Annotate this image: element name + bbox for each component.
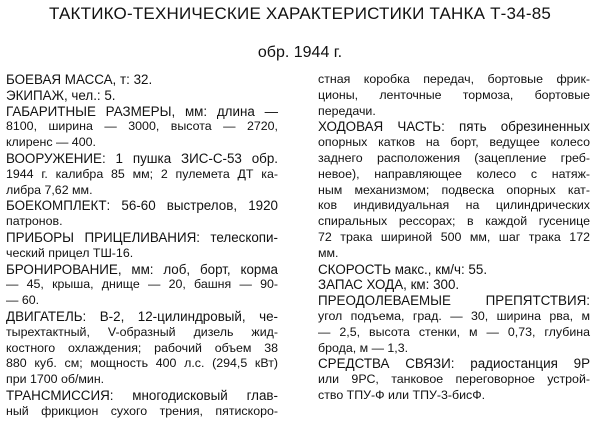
text-line: заднего расположения (зацепление греб- [318, 150, 590, 165]
text-line: передачи. [318, 103, 376, 118]
text-line: — 2,5, высота стенки, м — 0,73, глубина [318, 324, 590, 339]
page-subtitle: обр. 1944 г. [257, 44, 343, 61]
text-line: 1944 г. калибра 85 мм; 2 пулемета ДТ ка- [6, 166, 278, 181]
text-line: ПРИБОРЫ ПРИЦЕЛИВАНИЯ: телескопи- [6, 229, 278, 245]
text-line: ПРЕОДОЛЕВАЕМЫЕ ПРЕПЯТСТВИЯ: [318, 293, 590, 309]
text-line: патронов. [6, 214, 63, 229]
text-line: СКОРОСТЬ макс., км/ч: 55. [318, 261, 488, 277]
text-line: СРЕДСТВА СВЯЗИ: радиостанция 9Р [318, 356, 590, 372]
text-line: БОЕВАЯ МАССА, т: 32. [6, 72, 153, 87]
text-line: ГАБАРИТНЫЕ РАЗМЕРЫ, мм: длина — [6, 103, 278, 119]
text-line: ный фрикцион сухого трения, пятискоро- [6, 403, 278, 418]
right-column [318, 72, 590, 404]
text-line: БОЕКОМПЛЕКТ: 56-60 выстрелов, 1920 [6, 198, 278, 214]
text-line: БРОНИРОВАНИЕ, мм: лоб, борт, корма [6, 261, 278, 277]
text-line: тырехтактный, V-образный дизель жид- [6, 324, 278, 339]
text-line: — 60. [6, 293, 40, 308]
text-line: ков индивидуальная на цилиндрических [318, 198, 590, 213]
text-line: ТРАНСМИССИЯ: многодисковый глав- [6, 387, 278, 403]
text-line: брода, м — 1,3. [318, 340, 409, 355]
text-line: ческий прицел ТШ-16. [6, 245, 134, 260]
text-line: костного охлаждения; рабочий объем 38 [6, 340, 278, 355]
text-line: или 9РС, танковое переговорное устрой- [318, 372, 590, 387]
text-line: либра 7,62 мм. [6, 182, 93, 197]
text-line: при 1700 об/мин. [6, 372, 105, 387]
text-line: ДВИГАТЕЛЬ: В-2, 12-цилиндровый, че- [6, 308, 278, 324]
text-line: ВООРУЖЕНИЕ: 1 пушка ЗИС-С-53 обр. [6, 150, 278, 166]
text-line: ХОДОВАЯ ЧАСТЬ: пять обрезиненных [318, 119, 590, 135]
text-line: невое), направляющее колесо с натяж- [318, 166, 590, 181]
text-line: ЭКИПАЖ, чел.: 5. [6, 87, 116, 103]
text-line: стная коробка передач, бортовые фрик- [318, 72, 590, 86]
page-title: ТАКТИКО-ТЕХНИЧЕСКИЕ ХАРАКТЕРИСТИКИ ТАНКА Т-34-85 [48, 4, 552, 23]
text-line: 72 трака шириной 500 мм, шаг трака 172 [318, 229, 590, 244]
text-line: опорных катков на борт, ведущее колесо [318, 135, 590, 150]
left-column [6, 72, 278, 420]
text-line: угол подъема, град. — 30, ширина рва, м [318, 308, 590, 323]
text-line: ционы, ленточные тормоза, бортовые [318, 87, 590, 102]
text-line: клиренс — 400. [6, 135, 96, 150]
text-line: ным механизмом; подвеска опорных кат- [318, 182, 590, 197]
text-line: 880 куб. см; мощность 400 л.с. (294,5 кВт) [6, 356, 278, 371]
text-line: ство ТПУ-Ф или ТПУ-3-бисФ. [318, 387, 486, 402]
text-line: — 45, крыша, днище — 20, башня — 90- [6, 277, 278, 292]
text-line: 8100, ширина — 3000, высота — 2720, [6, 119, 278, 134]
text-line: ЗАПАС ХОДА, км: 300. [318, 277, 460, 293]
text-line: мм. [318, 245, 339, 260]
text-line: спиральных рессорах; в каждой гусенице [318, 214, 590, 229]
